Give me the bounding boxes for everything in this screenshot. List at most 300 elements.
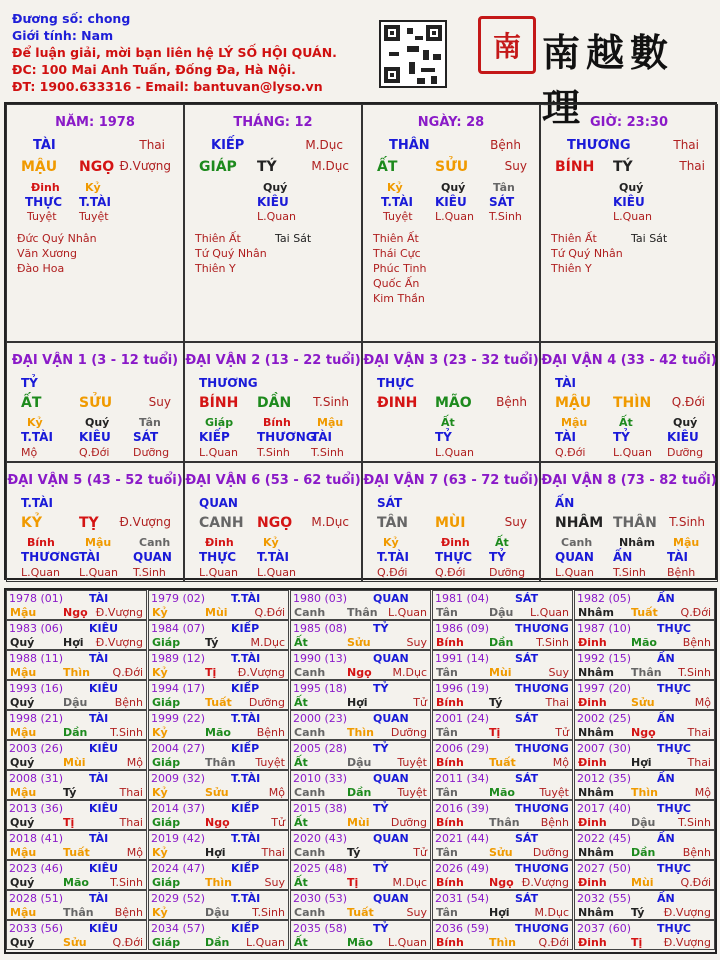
hidden-stage: Mộ [21,446,38,459]
dai-van-stem: NHÂM [555,515,604,531]
year-label: 1997 (20) [577,682,632,695]
year-cell[interactable] [290,920,431,950]
hidden-stem: Ất [441,416,455,429]
year-label: 1995 (18) [293,682,348,695]
year-stage: T.Sinh [110,726,143,739]
year-label: 2020 (43) [293,832,348,845]
year-star: KIÊU [89,862,119,875]
dai-van-title: ĐẠI VẬN 1 (3 - 12 tuổi) [11,353,179,368]
hidden-stage: Dưỡng [133,446,170,459]
dai-van-stage: M.Dục [311,515,349,529]
year-cell[interactable] [148,830,289,860]
year-stem: Đinh [578,936,607,949]
year-label: 2005 (28) [293,742,348,755]
year-cell[interactable] [6,740,147,770]
year-stem: Mậu [10,726,37,739]
year-cell[interactable] [148,890,289,920]
dai-van-star: TỶ [21,376,38,390]
pillar-1 [6,104,184,342]
hidden-stage: T.Sinh [613,566,646,579]
hidden-stage-2: Tuyệt [79,210,109,223]
year-cell[interactable] [148,620,289,650]
year-cell[interactable] [574,590,715,620]
year-star: TÀI [89,712,109,725]
hidden-stem: Mậu [317,416,344,429]
year-star: SÁT [515,832,539,845]
year-label: 2022 (45) [577,832,632,845]
year-cell[interactable] [6,680,147,710]
year-cell[interactable] [6,890,147,920]
year-branch: Hợi [489,906,510,919]
dai-van-title: ĐẠI VẬN 3 (23 - 32 tuổi) [363,353,539,368]
year-stage: Đ.Vượng [95,636,143,649]
year-stage: Bệnh [114,906,143,919]
pillar-4 [540,104,718,342]
year-branch: Sửu [63,936,87,949]
year-label: 1979 (02) [151,592,206,605]
year-stage: T.Sinh [536,636,569,649]
year-branch: Tý [205,636,219,649]
year-cell[interactable] [6,650,147,680]
year-label: 2002 (25) [577,712,632,725]
hidden-stem: Đinh [441,536,470,549]
year-stem: Bính [436,696,464,709]
year-stem: Ất [294,756,308,769]
year-stage: T.Sinh [110,876,143,889]
year-stage: M.Dục [392,876,427,889]
year-cell[interactable] [432,830,573,860]
year-cell[interactable] [148,590,289,620]
hidden-stage-2: L.Quan [435,210,474,223]
year-branch: Hợi [63,636,84,649]
hidden-stem: Bính [263,416,291,429]
year-stem: Giáp [152,876,181,889]
year-branch: Tý [347,846,361,859]
year-star: KIÊU [89,922,119,935]
hidden-stem: Ất [619,416,633,429]
year-stem: Quý [10,756,35,769]
year-stage: Mộ [268,786,285,799]
dai-van-6[interactable] [184,462,362,582]
year-label: 1978 (01) [9,592,64,605]
year-branch: Hợi [347,696,368,709]
main-star: THÂN [389,138,430,153]
hidden-stage: T.Sinh [133,566,166,579]
year-stem: Giáp [152,696,181,709]
dai-van-3[interactable] [362,342,540,462]
year-cell[interactable] [432,770,573,800]
year-stem: Quý [10,936,35,949]
year-cell[interactable] [148,740,289,770]
year-label: 2015 (38) [293,802,348,815]
year-stage: T.Sinh [678,816,711,829]
dai-van-stage: Suy [504,515,527,529]
hidden-stem-2: Kỷ [85,181,101,194]
year-stem: Mậu [10,606,37,619]
year-cell[interactable] [574,830,715,860]
year-cell[interactable] [290,590,431,620]
year-cell[interactable] [574,620,715,650]
dai-van-stage: Q.Đới [671,395,705,409]
year-star: TỶ [373,862,389,875]
year-branch: Ngọ [63,606,88,619]
year-stage: Thai [119,786,143,799]
hidden-stage-3: T.Sinh [489,210,522,223]
year-cell[interactable] [432,650,573,680]
year-cell[interactable] [432,590,573,620]
year-stage: Tử [555,726,569,739]
dai-van-stem: CANH [199,515,244,531]
year-cell[interactable] [6,590,147,620]
year-cell[interactable] [6,710,147,740]
hidden-stem-3: Tân [493,181,515,194]
year-cell[interactable] [574,920,715,950]
year-star: TÀI [89,652,109,665]
year-cell[interactable] [432,860,573,890]
dai-van-1[interactable] [6,342,184,462]
year-stem: Ất [294,876,308,889]
year-cell[interactable] [574,770,715,800]
dai-van-stem: ĐINH [377,395,418,411]
hidden-star: TÀI [555,430,577,444]
year-label: 1999 (22) [151,712,206,725]
year-stem: Bính [436,876,464,889]
year-stage: Mộ [552,756,569,769]
auspicious-star: Kim Thần [373,292,425,305]
dai-van-stem: ẤT [21,395,42,411]
year-branch: Hợi [205,846,226,859]
brand-title: 南越數理 [542,30,675,130]
hidden-star: THỰC [435,550,473,564]
year-label: 2008 (31) [9,772,64,785]
qr-code-icon[interactable] [379,20,447,88]
year-stem: Canh [294,666,326,679]
year-cell[interactable] [574,740,715,770]
year-stem: Tân [436,606,458,619]
dai-van-branch: THÂN [613,515,657,531]
dai-van-branch: TỴ [79,515,99,531]
year-label: 2034 (57) [151,922,206,935]
year-branch: Thân [631,666,662,679]
year-stage: Đ.Vượng [95,606,143,619]
year-cell[interactable] [148,800,289,830]
year-cell[interactable] [148,920,289,950]
auspicious-star: Thiên Y [551,262,592,275]
year-stage: M.Dục [534,906,569,919]
year-cell[interactable] [290,620,431,650]
year-star: ẤN [657,652,675,665]
year-stem: Mậu [10,786,37,799]
year-stem: Kỷ [152,786,168,799]
auspicious-star: Tứ Quý Nhân [195,247,267,260]
year-label: 2001 (24) [435,712,490,725]
year-star: ẤN [657,832,675,845]
year-cell[interactable] [6,620,147,650]
year-branch: Mùi [631,876,654,889]
year-cell[interactable] [432,680,573,710]
year-stem: Bính [436,636,464,649]
pillar-title: NGÀY: 28 [417,115,485,130]
dai-van-7[interactable] [362,462,540,582]
year-star: T.TÀI [231,712,261,725]
year-star: THƯƠNG [515,742,569,755]
year-star: KIẾP [231,622,260,635]
year-cell[interactable] [290,800,431,830]
year-label: 2028 (51) [9,892,64,905]
year-stage: Đ.Vượng [663,936,711,949]
hidden-star-2: KIÊU [435,195,467,209]
year-label: 2030 (53) [293,892,348,905]
year-stage: Dưỡng [248,696,285,709]
year-cell[interactable] [574,890,715,920]
year-branch: Sửu [489,846,513,859]
year-stem: Kỷ [152,666,168,679]
hidden-star: QUAN [555,550,594,564]
year-star: QUAN [373,772,409,785]
year-star: ẤN [657,712,675,725]
year-label: 1981 (04) [435,592,490,605]
year-label: 1986 (09) [435,622,490,635]
year-star: TỶ [373,622,389,635]
auspicious-star: Đào Hoa [17,262,65,275]
hidden-stage-1: Tuyệt [383,210,413,223]
auspicious-star: Thiên Ất [373,232,419,245]
dai-van-branch: DẦN [257,395,292,411]
year-stem: Tân [436,666,458,679]
year-stem: Nhâm [578,726,614,739]
year-label: 2006 (29) [435,742,490,755]
year-label: 1992 (15) [577,652,632,665]
heavenly-stem: MẬU [21,159,58,175]
year-label: 1996 (19) [435,682,490,695]
dai-van-branch: MÃO [435,395,472,411]
year-star: KIÊU [89,682,119,695]
year-stage: Mộ [126,846,143,859]
year-cell[interactable] [290,680,431,710]
dai-van-4[interactable] [540,342,718,462]
year-label: 2003 (26) [9,742,64,755]
year-stage: L.Quan [388,606,427,619]
year-label: 2037 (60) [577,922,632,935]
year-cell[interactable] [148,650,289,680]
hidden-star: T.TÀI [377,550,409,564]
year-branch: Sửu [347,636,371,649]
year-cell[interactable] [432,740,573,770]
hidden-stem: Kỷ [27,416,43,429]
dai-van-5[interactable] [6,462,184,582]
year-star: ẤN [657,892,675,905]
year-stage: Tử [413,696,427,709]
year-stage: Bệnh [682,636,711,649]
year-cell[interactable] [432,920,573,950]
year-branch: Tuất [347,906,374,919]
hidden-star: TỶ [435,430,452,444]
year-stem: Tân [436,906,458,919]
hidden-star: TÀI [667,550,689,564]
life-stage: Thai [139,138,165,152]
year-star: TÀI [89,772,109,785]
year-stage: L.Quan [388,936,427,949]
year-label: 2010 (33) [293,772,348,785]
year-star: THỰC [657,682,691,695]
year-branch: Thìn [63,666,90,679]
hidden-stem-2: Quý [441,181,466,194]
year-label: 2032 (55) [577,892,632,905]
year-cell[interactable] [290,890,431,920]
year-cell[interactable] [6,860,147,890]
year-cell[interactable] [6,770,147,800]
hidden-stem: Mậu [85,536,112,549]
year-cell[interactable] [148,710,289,740]
dai-van-8[interactable] [540,462,718,582]
auspicious-star: Đức Quý Nhân [17,232,97,245]
year-cell[interactable] [6,920,147,950]
year-stage: M.Dục [392,666,427,679]
year-star: SÁT [515,592,539,605]
year-cell[interactable] [432,890,573,920]
hidden-stem: Bính [27,536,55,549]
year-stem: Quý [10,636,35,649]
hidden-stem-2: Quý [619,181,644,194]
year-cell[interactable] [574,710,715,740]
dai-van-2[interactable] [184,342,362,462]
year-branch: Mão [347,936,373,949]
year-cell[interactable] [290,830,431,860]
year-cell[interactable] [290,860,431,890]
year-stem: Đinh [578,756,607,769]
year-stem: Bính [436,816,464,829]
year-stage: Thai [119,816,143,829]
year-label: 2021 (44) [435,832,490,845]
year-stage: Dưỡng [390,816,427,829]
year-branch: Thìn [489,936,516,949]
year-stem: Canh [294,606,326,619]
dai-van-title: ĐẠI VẬN 5 (43 - 52 tuổi) [7,473,183,488]
auspicious-star: Tứ Quý Nhân [551,247,623,260]
year-cell[interactable] [574,800,715,830]
branch-stage: Đ.Vượng [119,159,171,173]
year-cell[interactable] [432,620,573,650]
year-branch: Tị [489,726,501,739]
year-label: 2004 (27) [151,742,206,755]
hidden-star: TÀI [79,550,101,564]
year-stem: Nhâm [578,606,614,619]
hidden-stem-1: Đinh [31,181,60,194]
year-label: 2027 (50) [577,862,632,875]
year-branch: Thìn [347,726,374,739]
dai-van-title: ĐẠI VẬN 7 (63 - 72 tuổi) [363,473,539,488]
year-stem: Canh [294,906,326,919]
year-star: QUAN [373,652,409,665]
year-stage: Bệnh [114,696,143,709]
year-cell[interactable] [290,710,431,740]
year-star: T.TÀI [231,892,261,905]
pillar-title: GIỜ: 23:30 [590,115,668,130]
year-star: SÁT [515,892,539,905]
year-cell[interactable] [290,650,431,680]
hidden-star: THỰC [199,550,237,564]
year-star: KIÊU [89,622,119,635]
year-star: THƯƠNG [515,802,569,815]
year-label: 2036 (59) [435,922,490,935]
year-star: QUAN [373,712,409,725]
dai-van-branch: THÌN [613,395,652,411]
year-cell[interactable] [432,710,573,740]
year-cell[interactable] [290,770,431,800]
year-label: 2017 (40) [577,802,632,815]
year-star: TỶ [373,742,389,755]
year-cell[interactable] [574,680,715,710]
hidden-stem: Quý [673,416,698,429]
dai-van-title: ĐẠI VẬN 2 (13 - 22 tuổi) [185,353,361,368]
year-star: TỶ [373,682,389,695]
hidden-stage: L.Quan [257,566,296,579]
year-cell[interactable] [290,740,431,770]
year-stem: Nhâm [578,846,614,859]
year-label: 2033 (56) [9,922,64,935]
main-star: THƯƠNG [567,138,631,153]
hidden-star-2: KIÊU [613,195,645,209]
heavenly-stem: BÍNH [555,159,595,175]
year-cell[interactable] [148,680,289,710]
year-branch: Ngọ [489,876,514,889]
hidden-star-3: SÁT [489,195,515,209]
hidden-stem: Canh [139,536,171,549]
year-cell[interactable] [574,860,715,890]
year-cell[interactable] [6,830,147,860]
year-stage: Đ.Vượng [237,666,285,679]
year-label: 1988 (11) [9,652,64,665]
year-stem: Mậu [10,666,37,679]
dai-van-branch: SỬU [79,395,113,411]
year-branch: Dậu [631,816,656,829]
year-star: THƯƠNG [515,922,569,935]
year-cell[interactable] [574,650,715,680]
year-cell[interactable] [6,800,147,830]
pillar-chart [4,102,717,580]
year-stem: Canh [294,846,326,859]
hidden-star: THƯƠNG [21,550,80,564]
year-star: THỰC [657,622,691,635]
year-branch: Tị [63,816,75,829]
year-label: 2023 (46) [9,862,64,875]
year-star: TÀI [89,832,109,845]
year-label: 1987 (10) [577,622,632,635]
year-label: 1989 (12) [151,652,206,665]
year-stage: Thai [545,696,569,709]
hidden-stem: Tân [139,416,161,429]
hidden-stage: L.Quan [21,566,60,579]
year-stage: T.Sinh [678,666,711,679]
hidden-stage: Q.Đới [377,566,408,579]
year-stem: Đinh [578,816,607,829]
year-cell[interactable] [148,770,289,800]
dai-van-stage: Suy [148,395,171,409]
year-stem: Tân [436,786,458,799]
year-cell[interactable] [148,860,289,890]
year-label: 2031 (54) [435,892,490,905]
dai-van-stem: KỶ [21,515,42,531]
year-stem: Tân [436,726,458,739]
year-stage: Mộ [694,786,711,799]
hidden-star: THƯƠNG [257,430,316,444]
hidden-star: QUAN [133,550,172,564]
auspicious-star: Quốc Ấn [373,277,420,290]
year-label: 2026 (49) [435,862,490,875]
hidden-stem: Canh [561,536,593,549]
year-star: THƯƠNG [515,862,569,875]
year-cell[interactable] [432,800,573,830]
